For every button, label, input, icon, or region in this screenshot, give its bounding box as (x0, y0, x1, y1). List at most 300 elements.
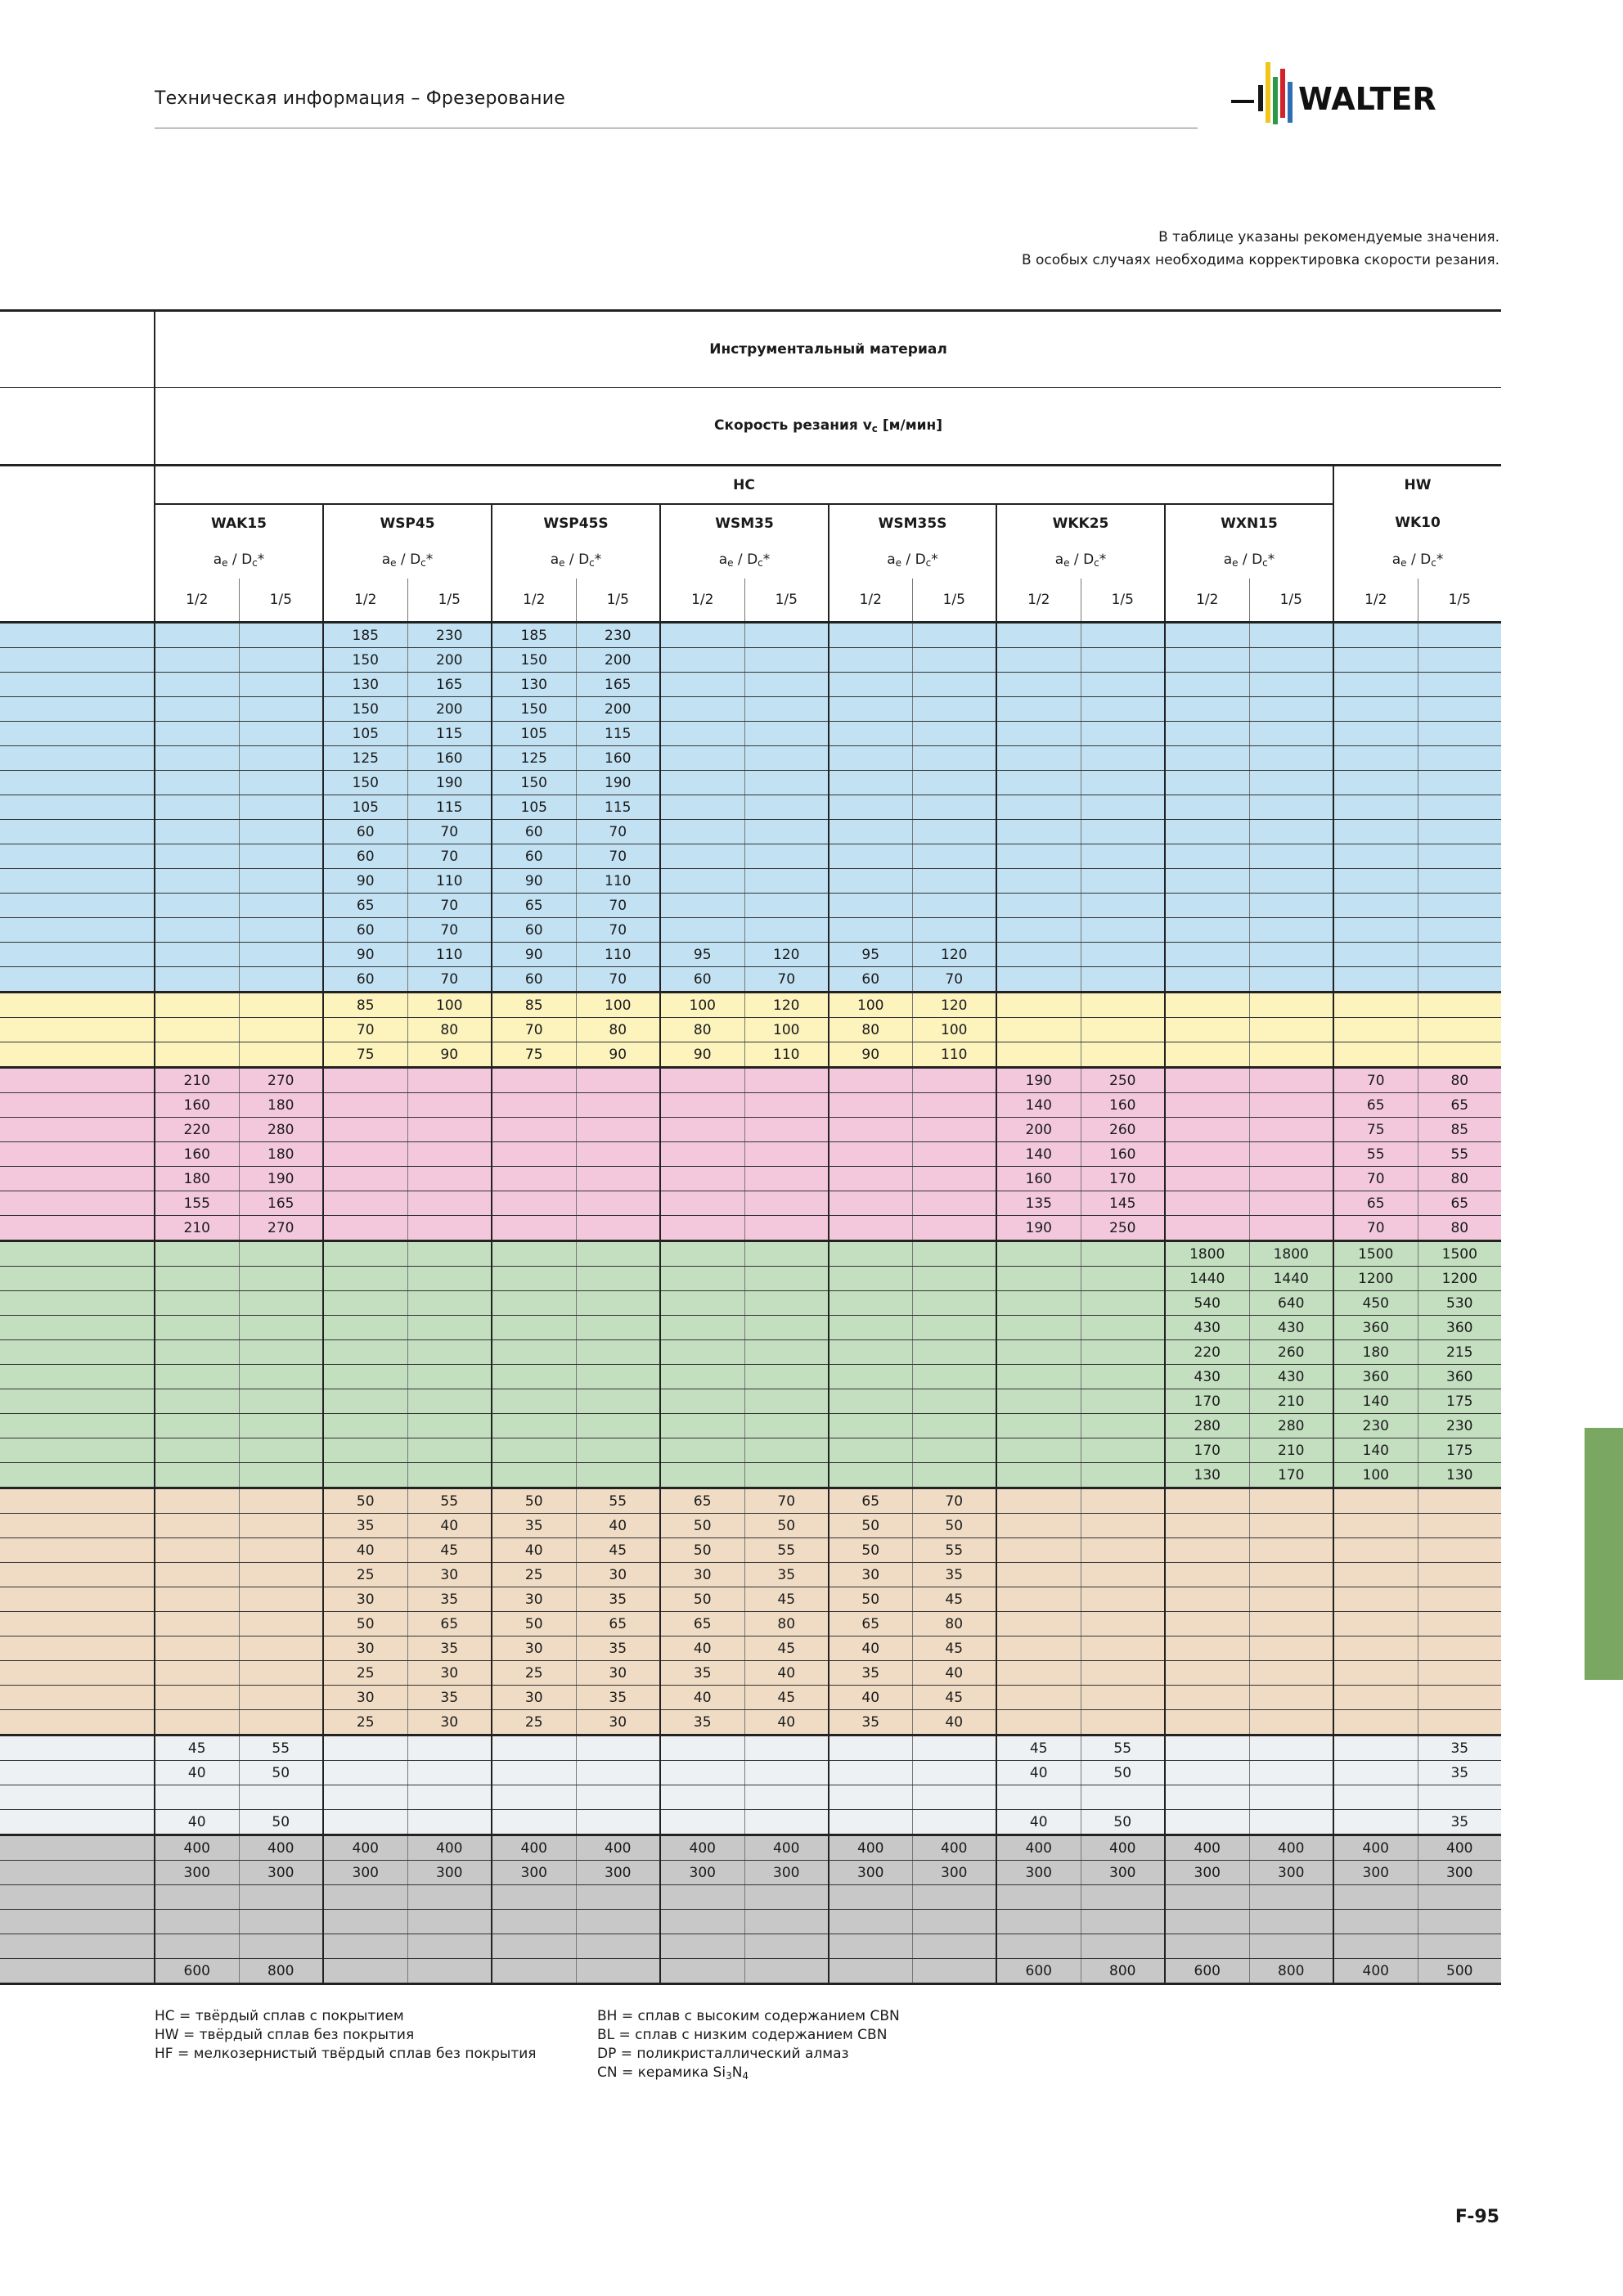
speed-cell (1081, 1686, 1165, 1710)
table-row (0, 795, 1501, 820)
speed-cell (1165, 1167, 1249, 1191)
speed-cell (1081, 1710, 1165, 1736)
speed-cell (1333, 1587, 1418, 1612)
ae-dc-header (492, 542, 660, 579)
speed-cell: 105 (323, 722, 407, 746)
speed-cell (239, 1538, 323, 1563)
material-cell (0, 697, 155, 722)
speed-cell (155, 1612, 239, 1636)
speed-cell (660, 623, 744, 648)
speed-cell (1418, 1587, 1501, 1612)
table-row (0, 1861, 1501, 1885)
ae-dc-header (323, 542, 492, 579)
speed-cell (996, 1488, 1081, 1514)
ae-dc-part: / D (227, 551, 253, 568)
speed-cell (239, 1661, 323, 1686)
speed-cell: 140 (996, 1142, 1081, 1167)
speed-cell: 100 (744, 1018, 829, 1042)
grade-header: WSP45S (492, 504, 660, 542)
speed-cell (155, 1414, 239, 1438)
speed-cell (1333, 1636, 1418, 1661)
speed-cell (155, 1042, 239, 1068)
speed-cell (239, 648, 323, 673)
speed-cell (576, 1068, 660, 1093)
speed-cell (576, 1959, 660, 1984)
speed-cell (1418, 1785, 1501, 1810)
speed-cell (407, 1241, 492, 1267)
speed-cell (239, 894, 323, 918)
material-cell (0, 1118, 155, 1142)
speed-cell: 200 (576, 697, 660, 722)
speed-cell (744, 648, 829, 673)
speed-cell: 400 (996, 1835, 1081, 1861)
material-cell (0, 1538, 155, 1563)
speed-cell (239, 844, 323, 869)
speed-cell (1333, 1488, 1418, 1514)
speed-cell: 35 (1418, 1736, 1501, 1761)
speed-cell (239, 746, 323, 771)
speed-cell (660, 746, 744, 771)
speed-cell: 110 (407, 869, 492, 894)
speed-cell: 190 (407, 771, 492, 795)
speed-cell (492, 1267, 576, 1291)
speed-cell: 800 (1249, 1959, 1333, 1984)
speed-cell: 90 (323, 943, 407, 967)
material-cell (0, 1316, 155, 1340)
ae-dc-part: * (594, 551, 602, 568)
speed-cell (912, 1389, 996, 1414)
speed-cell: 150 (492, 771, 576, 795)
speed-cell (1249, 1018, 1333, 1042)
speed-cell (744, 820, 829, 844)
speed-cell: 25 (492, 1661, 576, 1686)
speed-cell: 180 (1333, 1340, 1418, 1365)
speed-cell (239, 1910, 323, 1934)
speed-cell (1165, 1885, 1249, 1910)
speed-cell (1418, 943, 1501, 967)
speed-cell (660, 1142, 744, 1167)
ae-dc-part: c (420, 557, 426, 569)
speed-cell (1418, 820, 1501, 844)
speed-cell (1081, 1316, 1165, 1340)
speed-cell (660, 820, 744, 844)
speed-cell (576, 1340, 660, 1365)
speed-cell: 130 (492, 673, 576, 697)
speed-cell (576, 1167, 660, 1191)
speed-cell (1081, 993, 1165, 1018)
speed-cell (1249, 1118, 1333, 1142)
speed-cell: 70 (1333, 1167, 1418, 1191)
speed-cell (660, 1785, 744, 1810)
speed-cell: 45 (912, 1587, 996, 1612)
speed-cell (912, 1785, 996, 1810)
speed-cell (660, 1934, 744, 1959)
speed-cell: 215 (1418, 1340, 1501, 1365)
speed-cell (1081, 820, 1165, 844)
table-row (0, 1885, 1501, 1910)
speed-cell (1165, 1488, 1249, 1514)
speed-cell: 40 (492, 1538, 576, 1563)
speed-cell (912, 1934, 996, 1959)
speed-cell (1333, 844, 1418, 869)
speed-cell (744, 918, 829, 943)
speed-cell: 400 (1333, 1835, 1418, 1861)
material-cell (0, 1267, 155, 1291)
speed-cell: 50 (323, 1612, 407, 1636)
note-line: В таблице указаны рекомендуемые значения. (1158, 229, 1499, 245)
speed-cell (744, 1736, 829, 1761)
grade-header: WXN15 (1165, 504, 1333, 542)
speed-cell (996, 1018, 1081, 1042)
speed-cell: 1200 (1418, 1267, 1501, 1291)
speed-cell (660, 894, 744, 918)
material-cell (0, 1686, 155, 1710)
speed-cell (155, 648, 239, 673)
material-cell (0, 1835, 155, 1861)
table-row (0, 1488, 1501, 1514)
table-row (0, 967, 1501, 993)
speed-cell (1418, 1710, 1501, 1736)
speed-cell (407, 1438, 492, 1463)
speed-cell: 70 (912, 967, 996, 993)
speed-cell: 70 (744, 1488, 829, 1514)
table-row (0, 1934, 1501, 1959)
speed-cell: 300 (155, 1861, 239, 1885)
speed-cell: 25 (492, 1710, 576, 1736)
speed-cell (323, 1736, 407, 1761)
cutting-speed-subscript: c (871, 423, 878, 434)
speed-cell: 65 (829, 1612, 912, 1636)
legend-item: BH = сплав с высоким содержанием CBN (597, 2008, 900, 2024)
speed-cell (407, 1191, 492, 1216)
speed-cell: 230 (576, 623, 660, 648)
ae-dc-part: e (222, 557, 228, 569)
speed-cell (155, 1291, 239, 1316)
speed-cell (239, 795, 323, 820)
speed-cell: 65 (660, 1612, 744, 1636)
table-row (0, 1761, 1501, 1785)
speed-cell: 90 (576, 1042, 660, 1068)
speed-cell: 190 (239, 1167, 323, 1191)
speed-cell: 1440 (1165, 1267, 1249, 1291)
speed-cell (323, 1216, 407, 1241)
speed-cell: 70 (576, 820, 660, 844)
speed-cell (660, 1414, 744, 1438)
speed-cell (155, 869, 239, 894)
ratio-header: 1/5 (1418, 579, 1501, 623)
speed-cell (996, 648, 1081, 673)
speed-cell (996, 1414, 1081, 1438)
speed-cell: 35 (1418, 1761, 1501, 1785)
speed-cell (1165, 943, 1249, 967)
speed-cell: 120 (912, 993, 996, 1018)
speed-cell: 115 (407, 722, 492, 746)
speed-cell (744, 1068, 829, 1093)
speed-cell (912, 697, 996, 722)
table-row (0, 1291, 1501, 1316)
speed-cell: 300 (1418, 1861, 1501, 1885)
speed-cell: 45 (155, 1736, 239, 1761)
speed-cell: 400 (744, 1835, 829, 1861)
speed-cell (660, 918, 744, 943)
speed-cell: 170 (1165, 1438, 1249, 1463)
speed-cell: 90 (407, 1042, 492, 1068)
speed-cell (323, 1191, 407, 1216)
speed-cell (829, 1216, 912, 1241)
ae-dc-header (996, 542, 1165, 579)
speed-cell (155, 1316, 239, 1340)
logo-wordmark: WALTER (1298, 81, 1436, 117)
speed-cell (492, 1736, 576, 1761)
speed-cell (1249, 1686, 1333, 1710)
speed-cell (407, 1885, 492, 1910)
speed-cell (407, 1167, 492, 1191)
speed-cell (829, 869, 912, 894)
table-row (0, 1636, 1501, 1661)
speed-cell: 115 (576, 722, 660, 746)
speed-cell (744, 1910, 829, 1934)
speed-cell (912, 1093, 996, 1118)
speed-cell (239, 1587, 323, 1612)
speed-cell (829, 894, 912, 918)
speed-cell: 400 (1249, 1835, 1333, 1861)
speed-cell (155, 918, 239, 943)
speed-cell (239, 1563, 323, 1587)
speed-cell: 50 (1081, 1761, 1165, 1785)
speed-cell (155, 1587, 239, 1612)
speed-cell: 90 (829, 1042, 912, 1068)
speed-cell (829, 1389, 912, 1414)
speed-cell (912, 1810, 996, 1835)
legend-left (155, 2007, 537, 2064)
speed-cell (239, 1042, 323, 1068)
speed-cell: 170 (1165, 1389, 1249, 1414)
walter-logo (1231, 61, 1501, 131)
speed-cell (239, 1365, 323, 1389)
speed-cell (1081, 1488, 1165, 1514)
legend-cn-prefix: CN = керамика Si (597, 2064, 726, 2081)
speed-cell (323, 1068, 407, 1093)
speed-cell (1418, 746, 1501, 771)
speed-cell (1081, 746, 1165, 771)
speed-cell (155, 722, 239, 746)
speed-cell (1081, 1267, 1165, 1291)
speed-cell (744, 1191, 829, 1216)
speed-cell (744, 795, 829, 820)
material-cell (0, 1488, 155, 1514)
table-row (0, 1042, 1501, 1068)
speed-cell (1333, 1910, 1418, 1934)
speed-cell (996, 1042, 1081, 1068)
ae-dc-header (1333, 542, 1501, 579)
speed-cell (829, 1885, 912, 1910)
speed-cell: 80 (660, 1018, 744, 1042)
speed-cell (239, 697, 323, 722)
speed-cell (1165, 1042, 1249, 1068)
speed-cell (239, 623, 323, 648)
legend-item: BL = сплав с низким содержанием CBN (597, 2027, 888, 2043)
speed-cell (912, 1761, 996, 1785)
speed-cell (239, 918, 323, 943)
speed-cell (1249, 820, 1333, 844)
legend-item-cn (597, 2064, 900, 2086)
speed-cell (829, 1414, 912, 1438)
speed-cell (829, 673, 912, 697)
speed-cell (492, 1885, 576, 1910)
speed-cell (996, 1291, 1081, 1316)
speed-cell (744, 1810, 829, 1835)
speed-cell: 135 (996, 1191, 1081, 1216)
speed-cell (239, 1414, 323, 1438)
speed-cell: 360 (1418, 1316, 1501, 1340)
speed-cell (996, 673, 1081, 697)
cutting-speed-unit: [м/мин] (877, 417, 943, 434)
speed-cell (492, 1414, 576, 1438)
speed-cell (576, 1910, 660, 1934)
table-row (0, 894, 1501, 918)
material-cell (0, 746, 155, 771)
table-row (0, 869, 1501, 894)
speed-cell: 85 (492, 993, 576, 1018)
speed-cell (660, 1093, 744, 1118)
speed-cell: 210 (1249, 1389, 1333, 1414)
speed-cell: 300 (912, 1861, 996, 1885)
hw-group-header: HW (1333, 466, 1501, 505)
speed-cell (660, 1389, 744, 1414)
speed-cell (407, 1316, 492, 1340)
speed-cell: 150 (323, 771, 407, 795)
speed-cell (323, 1934, 407, 1959)
speed-cell (1165, 918, 1249, 943)
speed-cell: 150 (323, 648, 407, 673)
speed-cell (239, 869, 323, 894)
ae-dc-header (660, 542, 829, 579)
page-number: F-95 (1454, 2207, 1499, 2227)
speed-cell: 65 (323, 894, 407, 918)
speed-cell: 45 (744, 1636, 829, 1661)
speed-cell (1081, 673, 1165, 697)
speed-cell (660, 1316, 744, 1340)
speed-cell: 70 (407, 967, 492, 993)
speed-cell (407, 1463, 492, 1488)
speed-cell: 40 (323, 1538, 407, 1563)
table-row (0, 1736, 1501, 1761)
speed-cell (744, 1785, 829, 1810)
speed-cell (492, 1291, 576, 1316)
speed-cell (829, 1785, 912, 1810)
speed-cell (1081, 771, 1165, 795)
speed-cell: 55 (239, 1736, 323, 1761)
ae-dc-part: / D (733, 551, 758, 568)
speed-cell (996, 623, 1081, 648)
speed-cell (1249, 1216, 1333, 1241)
speed-cell (912, 795, 996, 820)
table-row (0, 1191, 1501, 1216)
speed-cell: 40 (660, 1636, 744, 1661)
speed-cell (323, 1885, 407, 1910)
speed-cell (1418, 1636, 1501, 1661)
table-row (0, 1389, 1501, 1414)
speed-cell (996, 1267, 1081, 1291)
speed-cell (1333, 1761, 1418, 1785)
speed-cell (1333, 1710, 1418, 1736)
speed-cell (829, 1316, 912, 1340)
speed-cell: 35 (660, 1661, 744, 1686)
ae-dc-part: a (887, 551, 896, 568)
material-cell (0, 771, 155, 795)
speed-cell (829, 1241, 912, 1267)
speed-cell: 110 (407, 943, 492, 967)
speed-cell (407, 1959, 492, 1984)
speed-cell (239, 1514, 323, 1538)
ae-dc-header (829, 542, 996, 579)
speed-cell: 35 (912, 1563, 996, 1587)
speed-cell (996, 1910, 1081, 1934)
speed-cell (155, 820, 239, 844)
speed-cell (996, 746, 1081, 771)
speed-cell (1333, 1538, 1418, 1563)
speed-cell (576, 1241, 660, 1267)
speed-cell: 40 (996, 1761, 1081, 1785)
speed-cell: 40 (155, 1761, 239, 1785)
speed-cell (660, 1167, 744, 1191)
speed-cell: 430 (1249, 1365, 1333, 1389)
speed-cell (660, 1910, 744, 1934)
legend-cn-sub: 4 (742, 2070, 749, 2082)
speed-cell (1165, 1191, 1249, 1216)
speed-cell (1081, 1934, 1165, 1959)
speed-cell: 270 (239, 1068, 323, 1093)
speed-cell: 175 (1418, 1389, 1501, 1414)
speed-cell: 70 (407, 894, 492, 918)
ae-dc-part: * (1436, 551, 1444, 568)
speed-cell (1081, 1291, 1165, 1316)
speed-cell: 600 (155, 1959, 239, 1984)
speed-cell (829, 795, 912, 820)
material-cell (0, 648, 155, 673)
speed-cell (407, 1761, 492, 1785)
table-row (0, 1414, 1501, 1438)
speed-cell: 120 (744, 993, 829, 1018)
speed-cell (155, 993, 239, 1018)
speed-cell (660, 1438, 744, 1463)
speed-cell (239, 1612, 323, 1636)
legend-cn-mid: N (731, 2064, 743, 2081)
speed-cell: 230 (1333, 1414, 1418, 1438)
speed-cell (912, 1340, 996, 1365)
note-line: В особых случаях необходима корректировка скорости резания. (1021, 252, 1499, 268)
speed-cell: 1800 (1165, 1241, 1249, 1267)
speed-cell (492, 1959, 576, 1984)
table-row (0, 1438, 1501, 1463)
speed-cell (912, 648, 996, 673)
speed-cell (996, 1241, 1081, 1267)
speed-cell (744, 1291, 829, 1316)
speed-cell (239, 1291, 323, 1316)
speed-cell (1333, 1018, 1418, 1042)
speed-cell (996, 1463, 1081, 1488)
speed-cell (492, 1463, 576, 1488)
speed-cell (829, 1463, 912, 1488)
speed-cell (576, 1291, 660, 1316)
speed-cell: 45 (407, 1538, 492, 1563)
speed-cell: 65 (660, 1488, 744, 1514)
speed-cell (1249, 993, 1333, 1018)
speed-cell (492, 1241, 576, 1267)
speed-cell: 45 (576, 1538, 660, 1563)
speed-cell (407, 1340, 492, 1365)
speed-cell (912, 1316, 996, 1340)
